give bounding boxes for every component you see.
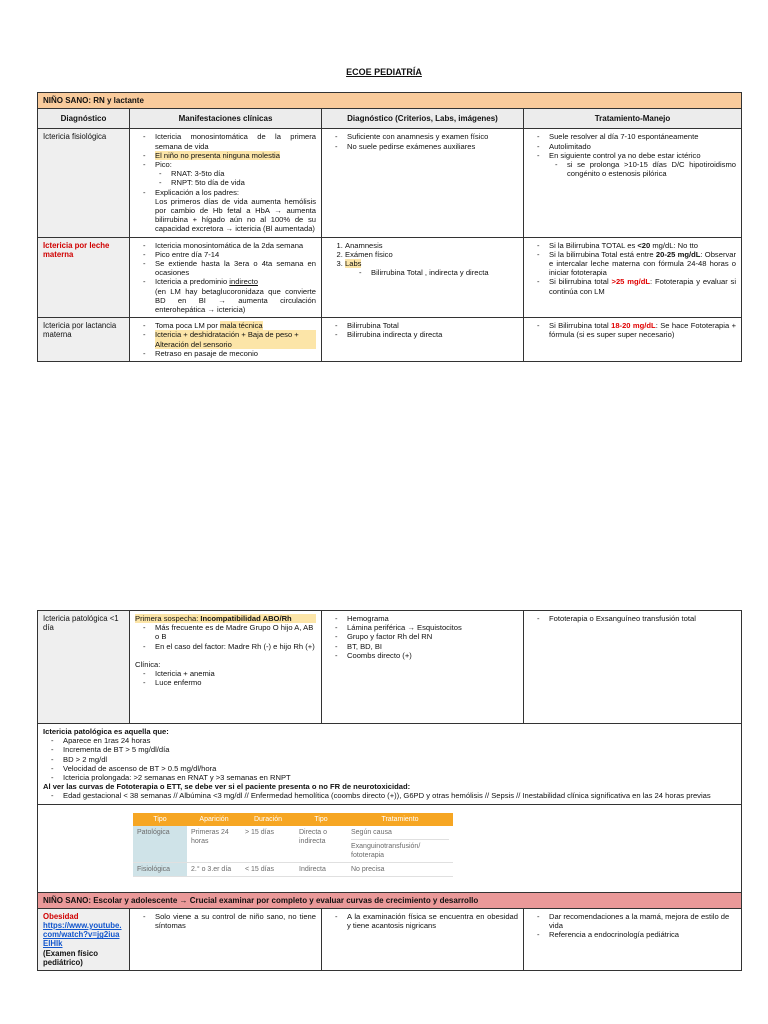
header-diagnostico-criterios: Diagnóstico (Criterios, Labs, imágenes) [322, 109, 524, 129]
list-item: - Suficiente con anamnesis y examen físico [347, 132, 518, 141]
list-item: - En el caso del factor: Madre Rh (-) e hijo Rh (+) [155, 642, 316, 651]
list-item: - Si Bilirrubina total 18-20 mg/dL: Se hace Fototerapia + fórmula (si es super super necesario) [549, 321, 736, 339]
list-item: - Edad gestacional < 38 semanas // Albúmina <3 mg/dl // Enfermedad hemolítica (coombs directo (+)), G6PD y otras hemólisis // Sepsis // Inestabilidad clínica significativa en las 24 horas previas [63, 791, 736, 800]
list-item: - Pico entre día 7-14 [155, 250, 316, 259]
mini-cell: < 15 días [241, 862, 295, 876]
clinica-label: Clínica: [135, 659, 161, 669]
list-item: - Pico: [155, 160, 316, 169]
list-item: - Explicación a los padres: [155, 188, 316, 197]
list-item: 1. Anamnesis [345, 241, 518, 250]
list-item: - RNPT: 5to día de vida [171, 178, 316, 187]
list-item: - Referencia a endocrinología pediátrica [549, 930, 736, 939]
table-row [38, 908, 742, 970]
table-row [38, 129, 742, 237]
list-item: - RNAT: 3-5to día [171, 169, 316, 178]
mini-cell: Según causa Exanguinotransfusión/ fototerapia [347, 826, 453, 863]
list-item: - Grupo y factor Rh del RN [347, 632, 518, 641]
explanation-text: (en LM hay betaglucoronidaza que convierte BD en BI → aumenta circulación enterohepática → ictericia) [155, 286, 316, 315]
mini-header: Tipo [133, 813, 187, 826]
table-row [38, 237, 742, 318]
section-header-escolar: NIÑO SANO: Escolar y adolescente → Crucial examinar por completo y evaluar curvas de crecimiento y desarrollo [38, 892, 742, 908]
table-rn-lactante [37, 92, 742, 362]
dx-patologica: Ictericia patológica <1 día [38, 611, 130, 724]
comparison-table [133, 813, 453, 877]
primera-sospecha: Primera sospecha: Incompatibilidad ABO/Rh [135, 614, 316, 623]
dx-obesidad: Obesidad [43, 911, 79, 921]
mini-cell: Patológica [133, 826, 187, 863]
list-item: - Incrementa de BT > 5 mg/dl/día [63, 745, 736, 754]
mini-header: Tratamiento [347, 813, 453, 826]
list-item: - Coombs directo (+) [347, 651, 518, 660]
list-item: - Fototerapia o Exsanguíneo transfusión total [549, 614, 736, 623]
list-item: - Suele resolver al día 7-10 espontáneamente [549, 132, 736, 141]
mini-cell: > 15 días [241, 826, 295, 863]
list-item: - BT, BD, BI [347, 642, 518, 651]
page-title: ECOE PEDIATRÍA [346, 67, 422, 77]
list-item: - Hemograma [347, 614, 518, 623]
curvas-heading: Al ver las curvas de Fototerapia o ETT, se debe ver si el paciente presenta o no FR de neurotoxicidad: [43, 782, 411, 792]
list-item: - Ictericia + anemia [155, 669, 316, 678]
header-tratamiento: Tratamiento-Manejo [524, 109, 742, 129]
table-row [38, 318, 742, 362]
mini-cell: Primeras 24 horas [187, 826, 241, 863]
explanation-text: Los primeros días de vida aumenta hemólisis por cambio de Hb fetal a HbA → aumenta bilirrubina + hígado aún no al 100% de su capacidad excretora → ictericia (Bl aumentada) [155, 196, 316, 234]
list-item: - Ictericia + deshidratación + Baja de peso + Alteración del sensorio [155, 330, 316, 348]
dx-fisiologica: Ictericia fisiológica [38, 129, 130, 237]
examen-note: (Examen físico pediátrico) [43, 948, 99, 967]
list-item: - Toma poca LM por mala técnica [155, 321, 316, 330]
list-item: - Lámina periférica → Esquistocitos [347, 623, 518, 632]
list-item: - Si la Bilirrubina TOTAL es <20 mg/dL: No tto [549, 241, 736, 250]
list-item: - Luce enfermo [155, 678, 316, 687]
list-item: - BD > 2 mg/dl [63, 755, 736, 764]
list-item: - Bilirrubina Total , indirecta y directa [371, 268, 518, 277]
mini-cell: Indirecta [295, 862, 347, 876]
list-item: - En siguiente control ya no debe estar ictérico [549, 151, 736, 160]
list-item: - Velocidad de ascenso de BT > 0.5 mg/dl/hora [63, 764, 736, 773]
list-item: - Aparece en 1ras 24 horas [63, 736, 736, 745]
table-row [38, 724, 742, 805]
dx-lactancia: Ictericia por lactancia materna [38, 318, 130, 362]
criterios-heading: Ictericia patológica es aquella que: [43, 727, 169, 736]
header-manifestaciones: Manifestaciones clínicas [130, 109, 322, 129]
list-item: - si se prolonga >10-15 días D/C hipotiroidismo congénito o estenosis pilórica [567, 160, 736, 178]
list-item: - Autolimitado [549, 142, 736, 151]
table-row [38, 804, 742, 892]
mini-header: Duración [241, 813, 295, 826]
dx-leche-materna: Ictericia por leche materna [43, 240, 110, 259]
list-item: - Se extiende hasta la 3era o 4ta semana en ocasiones [155, 259, 316, 277]
list-item: - Bilirrubina indirecta y directa [347, 330, 518, 339]
list-item: - Si la bilirrubina Total está entre 20-25 mg/dL: Observar e intercalar leche materna con fórmula 24-48 horas o iniciar fototerapia [549, 250, 736, 278]
list-item: 3. Labs [345, 259, 518, 268]
table-ictericia-patologica [37, 610, 742, 971]
list-item: - No suele pedirse exámenes auxiliares [347, 142, 518, 151]
mini-cell: Directa o indirecta [295, 826, 347, 863]
list-item: - El niño no presenta ninguna molestia [155, 151, 316, 160]
list-item: - Más frecuente es de Madre Grupo O hijo A, AB o B [155, 623, 316, 641]
header-diagnostico: Diagnóstico [38, 109, 130, 129]
list-item: - Ictericia prolongada: >2 semanas en RNAT y >3 semanas en RNPT [63, 773, 736, 782]
list-item: - Dar recomendaciones a la mamá, mejora de estilo de vida [549, 912, 736, 930]
mini-header: Aparición [187, 813, 241, 826]
list-item: - Si bilirrubina total >25 mg/dL: Fototerapia y evaluar si continúa con LM [549, 277, 736, 295]
mini-cell: No precisa [347, 862, 453, 876]
list-item: - Ictericia a predominio indirecto [155, 277, 316, 286]
mini-cell: 2.° o 3.er día [187, 862, 241, 876]
list-item: - Ictericia monosintomática de la primera semana de vida [155, 132, 316, 150]
mini-header: Tipo [295, 813, 347, 826]
list-item: - Bilirrubina Total [347, 321, 518, 330]
list-item: - A la examinación física se encuentra en obesidad y tiene acantosis nigricans [347, 912, 518, 930]
list-item: - Solo viene a su control de niño sano, no tiene síntomas [155, 912, 316, 930]
section-header-rn: NIÑO SANO: RN y lactante [38, 93, 742, 109]
list-item: - Retraso en pasaje de meconio [155, 349, 316, 358]
table-row [38, 611, 742, 724]
video-link[interactable]: https://www.youtube.com/watch?v=jg2iuaElHlk [43, 921, 122, 949]
list-item: 2. Exámen físico [345, 250, 518, 259]
list-item: - Ictericia monosintomática de la 2da semana [155, 241, 316, 250]
mini-cell: Fisiológica [133, 862, 187, 876]
